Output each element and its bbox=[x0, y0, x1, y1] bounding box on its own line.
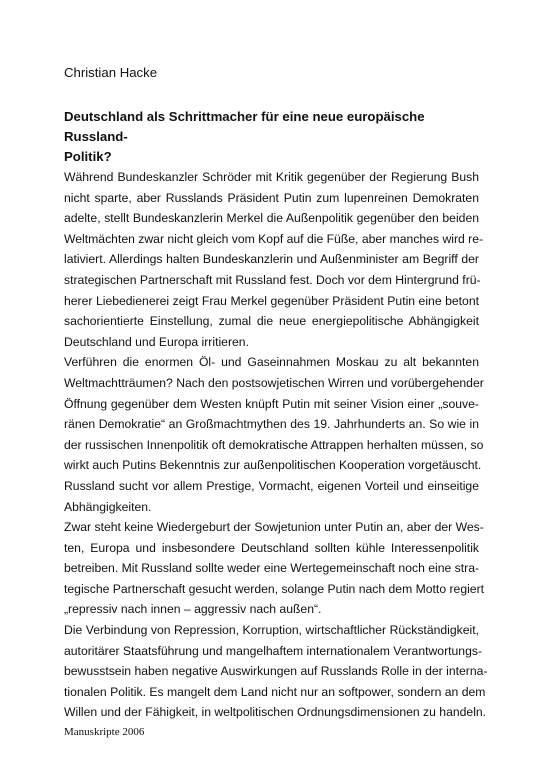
body-line: nicht sparte, aber Russlands Präsident Putin zum lupenreinen Demokraten bbox=[64, 190, 479, 205]
body-line: tegische Partnerschaft gesucht werden, solange Putin nach dem Motto regiert bbox=[64, 581, 485, 596]
body-line: Russland sucht vor allem Prestige, Vormacht, eigenen Vorteil und einseitige bbox=[64, 478, 479, 493]
body-line: Während Bundeskanzler Schröder mit Kritik gegenüber der Regierung Bush bbox=[64, 170, 479, 184]
body-line: Verführen die enormen Öl- und Gaseinnahmen Moskau zu alt bekannten bbox=[64, 355, 479, 370]
body-line: bewusstsein haben negative Auswirkungen auf Russlands Rolle in der interna- bbox=[64, 664, 488, 679]
body-line: ränen Demokratie“ an Großmachtmythen des 19. Jahrhunderts an. So wie in bbox=[64, 417, 479, 432]
body-line: adelte, stellt Bundeskanzlerin Merkel die Außenpolitik gegenüber den beiden bbox=[64, 211, 479, 226]
title-line: Politik? bbox=[64, 149, 112, 164]
body-line: Weltmächten zwar nicht gleich vom Kopf auf die Füße, aber manches wird re- bbox=[64, 231, 484, 246]
body-line: wirkt auch Putins Bekenntnis zur außenpolitischen Kooperation vorgetäuscht. bbox=[64, 458, 482, 473]
body-text bbox=[64, 167, 488, 723]
body-line: strategischen Partnerschaft mit Russland fest. Doch vor dem Hintergrund frü- bbox=[64, 272, 481, 287]
body-line: autoritärer Staatsführung und mangelhaftem internationalem Verantwortungs- bbox=[64, 643, 483, 658]
body-line: Zwar steht keine Wiedergeburt der Sowjetunion unter Putin an, aber der Wes- bbox=[64, 520, 484, 535]
body-line: herer Liebedienerei zeigt Frau Merkel gegenüber Präsident Putin eine betont bbox=[64, 293, 479, 308]
body-line: Weltmachtträumen? Nach den postsowjetischen Wirren und vorübergehender bbox=[64, 375, 484, 390]
body-line: betreiben. Mit Russland sollte weder eine Wertegemeinschaft noch eine stra- bbox=[64, 561, 480, 576]
body-line: Deutschland und Europa irritieren. bbox=[64, 334, 249, 349]
body-line: sachorientierte Einstellung, zumal die neue energiepolitische Abhängigkeit bbox=[64, 314, 479, 329]
body-line: ten, Europa und insbesondere Deutschland sollten kühle Interessenpolitik bbox=[64, 540, 479, 555]
body-line: lativiert. Allerdings halten Bundeskanzlerin und Außenminister am Begriff der bbox=[64, 252, 479, 267]
title-line: Deutschland als Schrittmacher für eine neue europäische Russland- bbox=[64, 109, 425, 144]
body-line: Öffnung gegenüber dem Westen knüpft Putin mit seiner Vision einer „souve- bbox=[64, 396, 479, 411]
body-line: Die Verbindung von Repression, Korruption, wirtschaftlicher Rückständigkeit, bbox=[64, 623, 479, 638]
body-line: Abhängigkeiten. bbox=[64, 499, 152, 514]
body-line: „repressiv nach innen – aggressiv nach außen“. bbox=[64, 602, 322, 617]
body-line: Willen und der Fähigkeit, in weltpolitischen Ordnungsdimensionen zu handeln. bbox=[64, 705, 487, 720]
body-line: tionalen Politik. Es mangelt dem Land nicht nur an softpower, sondern an dem bbox=[64, 684, 486, 699]
footer-source: Manuskripte 2006 bbox=[64, 726, 145, 738]
document-title bbox=[64, 107, 479, 167]
author-name: Christian Hacke bbox=[64, 65, 158, 80]
body-line: der russischen Innenpolitik oft demokratische Attrappen herhalten müssen, so bbox=[64, 437, 484, 452]
